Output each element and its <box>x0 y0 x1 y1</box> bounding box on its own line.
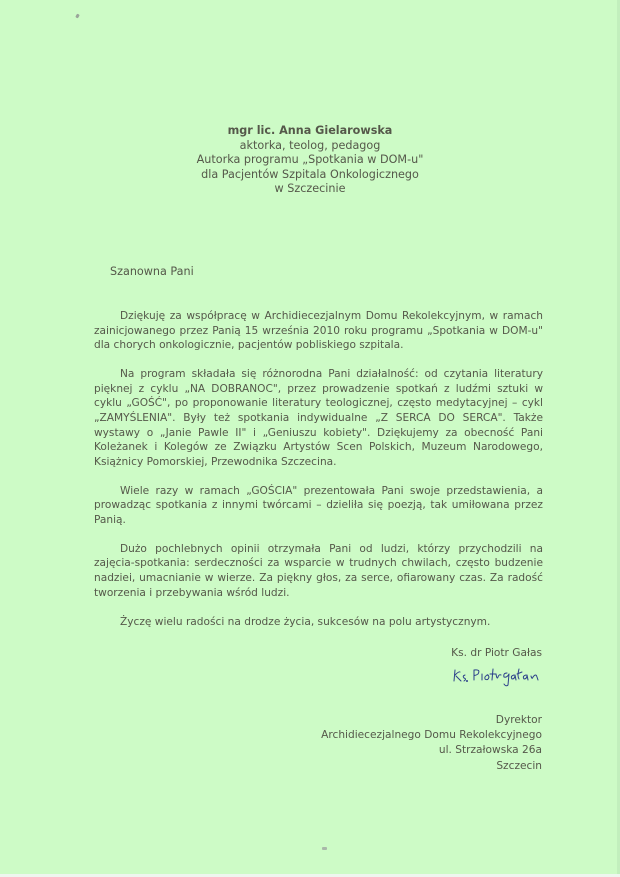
recipient-line-program: Autorka programu „Spotkania w DOM-u" <box>196 153 424 167</box>
handwritten-signature <box>452 664 542 688</box>
recipient-name: mgr lic. Anna Gielarowska <box>227 124 393 137</box>
footer-city: Szczecin <box>496 759 542 772</box>
recipient-roles: aktorka, teolog, pedagog <box>239 138 381 152</box>
sender-name: Ks. dr Piotr Gałas <box>451 647 542 659</box>
paragraph-thanks: Dziękuję za współpracę w Archidiecezjalnym Domu Rekolekcyjnym, w ramach zainicjowanego przez Panią 15 września 2010 roku programu „Spotkania w DOM-u" dla chorych onkologicznie, pacjentów pobliskiego szpitala. <box>94 310 543 352</box>
footer-institution: Archidiecezjalnego Domu Rekolekcyjnego <box>321 729 542 742</box>
scan-speck <box>322 847 327 850</box>
scan-speck <box>75 14 80 19</box>
recipient-line-patients: dla Pacjentów Szpitala Onkologicznego <box>201 167 419 181</box>
paragraph-program: Na program składała się różnorodna Pani działalność: od czytania literatury pięknej z cyklu „NA DOBRANOC", przez prowadzenie spotkań z ludźmi sztuki w cyklu „GOŚĆ", po proponowanie literatury teologicznej, często medytacyjnej – cykl „ZAMYŚLENIA". Były też spotkania indywidualne „Z SERCA DO SERCA". Także wystawy o „Janie Pawle II" i „Geniuszu kobiety". Dziękujemy za obecność Pani Koleżanek i Kolegów ze Związku Artystów Scen Polskich, Muzeum Narodowego, Książnicy Pomorskiej, Przewodnika Szczecina. <box>94 368 543 468</box>
paragraph-opinions: Dużo pochlebnych opinii otrzymała Pani od ludzi, którzy przychodzili na zajęcia-spotkania: serdeczności za wsparcie w trudnych chwilach, często budzenie nadziei, umacnianie w wierze. Za piękny głos, za serce, ofiarowany czas. Za radość tworzenia i przebywania wśród ludzi. <box>94 542 543 599</box>
recipient-line-city: w Szczecinie <box>274 182 346 196</box>
footer-title: Dyrektor <box>495 714 542 726</box>
footer-street: ul. Strzałowska 26a <box>438 744 542 757</box>
recipient-block <box>100 124 520 197</box>
sender-footer <box>321 713 542 774</box>
paragraph-guest: Wiele razy w ramach „GOŚCIA" prezentowała Pani swoje przedstawienia, a prowadząc spotkania z innymi twórcami – dzieliła się poezją, tak umiłowana przez Panią. <box>94 484 543 526</box>
paragraph-wishes: Życzę wielu radości na drodze życia, sukcesów na polu artystycznym. <box>120 615 491 628</box>
salutation: Szanowna Pani <box>110 265 194 278</box>
letter-body <box>94 309 543 644</box>
